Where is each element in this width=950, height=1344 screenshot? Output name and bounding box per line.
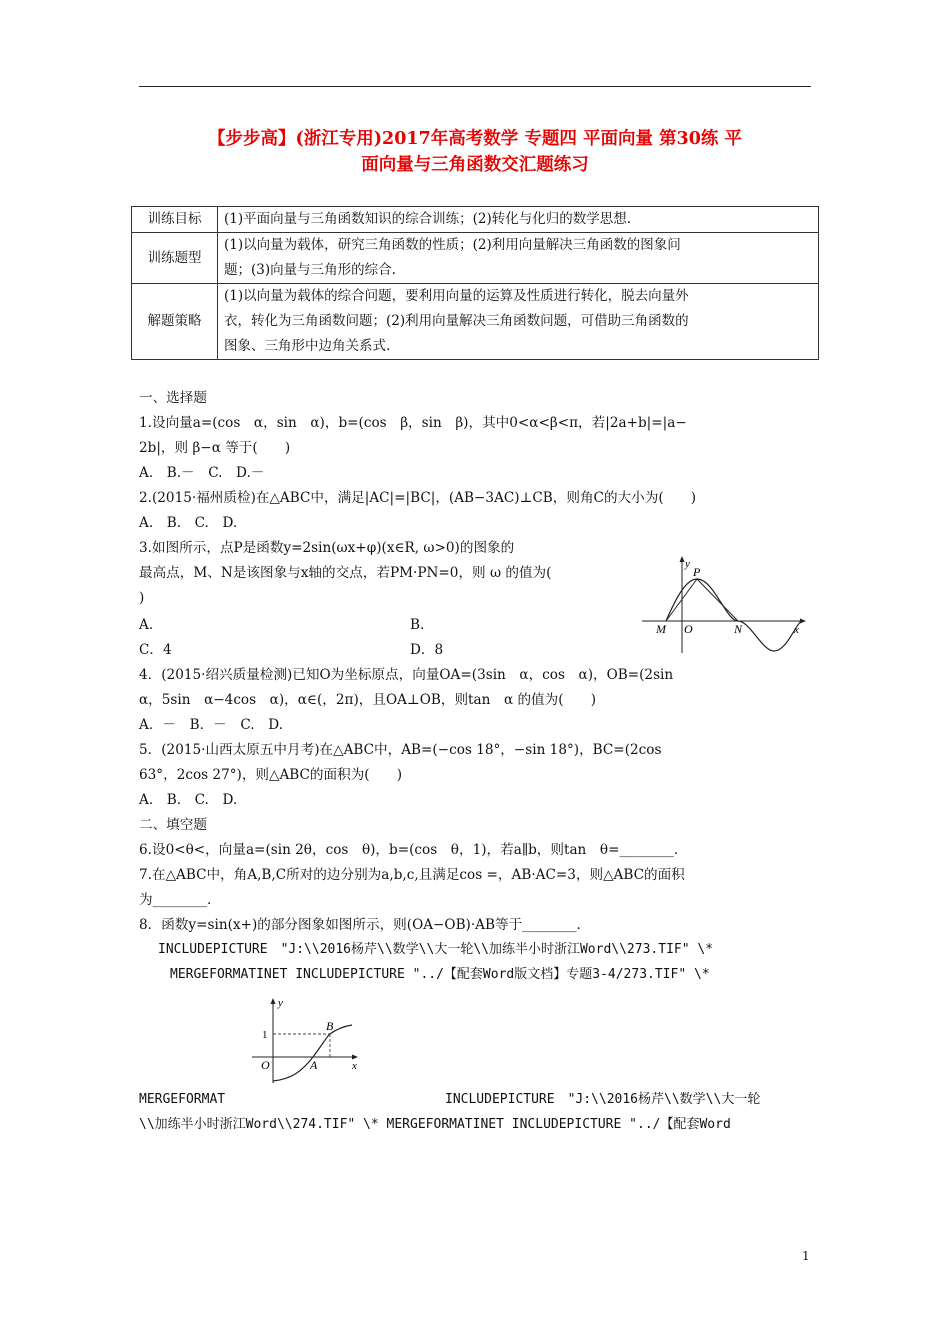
question-line: 6.设0<θ<，向量a=(sin 2θ，cos θ)，b=(cos θ，1)，若a∥b，则tan θ=________. — [139, 842, 679, 858]
table-row — [132, 284, 819, 360]
question-line: 8．函数y=sin(x+)的部分图象如图所示，则(OA−OB)·AB等于________. — [139, 917, 581, 933]
y-label: y — [278, 997, 283, 1009]
field-code-line: MERGEFORMAT — [139, 1092, 226, 1107]
answer-option-a: A. — [139, 617, 154, 633]
field-code-line: \\加练半小时浙江Word\\274.TIF" \* MERGEFORMATINET INCLUDEPICTURE "../【配套Word — [139, 1117, 731, 1132]
row-content — [218, 233, 819, 284]
section-heading: 二、填空题 — [139, 817, 207, 833]
field-code-line: INCLUDEPICTURE "J:\\2016杨芹\\数学\\大一轮 — [445, 1092, 761, 1107]
row-line: (1)以向量为载体，研究三角函数的性质；(2)利用向量解决三角函数的图象问 — [224, 237, 681, 253]
answer-options: A. B. C. D. — [139, 792, 238, 808]
a-label: A — [310, 1058, 318, 1072]
question-line: α，5sin α−4cos α)，α∈(，2π)，且OA⊥OB，则tan α 的值为( ) — [139, 692, 597, 708]
answer-options: A. B. C. D. — [139, 515, 238, 531]
question-line: 2b|，则 β−α 等于( ) — [139, 440, 291, 456]
n-label: N — [734, 622, 743, 636]
row-line: 衣，转化为三角函数问题；(2)利用向量解决三角函数问题，可借助三角函数的 — [224, 313, 689, 329]
document-title — [120, 126, 830, 178]
question-line: ) — [139, 590, 145, 606]
b-label: B — [326, 1019, 334, 1033]
title-line-2: 面向量与三角函数交汇题练习 — [361, 155, 589, 175]
question-line: 2.(2015·福州质检)在△ABC中，满足|AC|=|BC|，(AB−3AC)⊥CB，则角C的大小为( ) — [139, 490, 697, 506]
one-label: 1 — [262, 1029, 268, 1041]
field-code-line: INCLUDEPICTURE "J:\\2016杨芹\\数学\\大一轮\\加练半小时浙江Word\\273.TIF" \* — [158, 942, 714, 957]
sine-partial-graph-figure — [252, 993, 364, 1085]
training-info-table — [131, 206, 819, 360]
question-line: 4．(2015·绍兴质量检测)已知O为坐标原点，向量OA=(3sin α，cos α)，OB=(2sin — [139, 667, 674, 683]
question-line: 3.如图所示，点P是函数y=2sin(ωx+φ)(x∈R, ω>0)的图象的 — [139, 540, 515, 556]
answer-option-d: D．8 — [410, 642, 444, 658]
row-content — [218, 284, 819, 360]
answer-option-b: B. — [410, 617, 425, 633]
row-line: 图象、三角形中边角关系式. — [224, 338, 391, 354]
row-line: 题；(3)向量与三角形的综合. — [224, 262, 396, 278]
answer-option-c: C．4 — [139, 642, 172, 658]
p-label: P — [693, 565, 701, 579]
x-axis-arrow — [352, 1055, 358, 1060]
x-label: x — [794, 624, 799, 636]
answer-options: A．－ B．－ C. D. — [139, 717, 283, 733]
row-label: 训练题型 — [132, 233, 218, 284]
row-label: 解题策略 — [132, 284, 218, 360]
question-line: 7.在△ABC中，角A,B,C所对的边分别为a,b,c,且满足cos =，AB·AC=3，则△ABC的面积 — [139, 867, 685, 883]
table-row — [132, 207, 819, 233]
sine-curve — [273, 1025, 352, 1081]
y-label: y — [685, 558, 690, 570]
answer-options: A. B.－ C. D.－ — [139, 465, 265, 481]
section-heading: 一、选择题 — [139, 390, 207, 406]
question-line: 1.设向量a=(cos α，sin α)，b=(cos β，sin β)，其中0<α<β<π，若|2a+b|=|a− — [139, 415, 687, 431]
title-line-1: 【步步高】(浙江专用)2017年高考数学 专题四 平面向量 第30练 平 — [208, 129, 742, 149]
header-rule — [139, 86, 811, 87]
row-line: (1)平面向量与三角函数知识的综合训练；(2)转化与化归的数学思想. — [224, 211, 632, 227]
row-label: 训练目标 — [132, 207, 218, 233]
question-line: 为________. — [139, 892, 212, 908]
question-line: 5．(2015·山西太原五中月考)在△ABC中，AB=(−cos 18°，−sin 18°)，BC=(2cos — [139, 742, 662, 758]
m-label: M — [656, 622, 666, 636]
row-content — [218, 207, 819, 233]
question-line: 最高点，M、N是该图象与x轴的交点，若PM·PN=0，则 ω 的值为( — [139, 565, 552, 581]
field-code-line: MERGEFORMATINET INCLUDEPICTURE "../【配套Word版文档】专题3-4/273.TIF" \* — [170, 967, 710, 982]
page-number: 1 — [802, 1249, 810, 1263]
y-axis-arrow — [680, 556, 685, 562]
o-label: O — [261, 1058, 270, 1072]
table-row — [132, 233, 819, 284]
sine-curve — [666, 579, 801, 651]
o-label: O — [684, 622, 693, 636]
segment-pn — [697, 579, 738, 621]
question-line: 63°，2cos 27°)，则△ABC的面积为( ) — [139, 767, 403, 783]
sine-graph-figure — [636, 553, 812, 655]
x-label: x — [352, 1060, 357, 1072]
y-axis-arrow — [271, 998, 276, 1004]
row-line: (1)以向量为载体的综合问题，要利用向量的运算及性质进行转化，脱去向量外 — [224, 288, 689, 304]
